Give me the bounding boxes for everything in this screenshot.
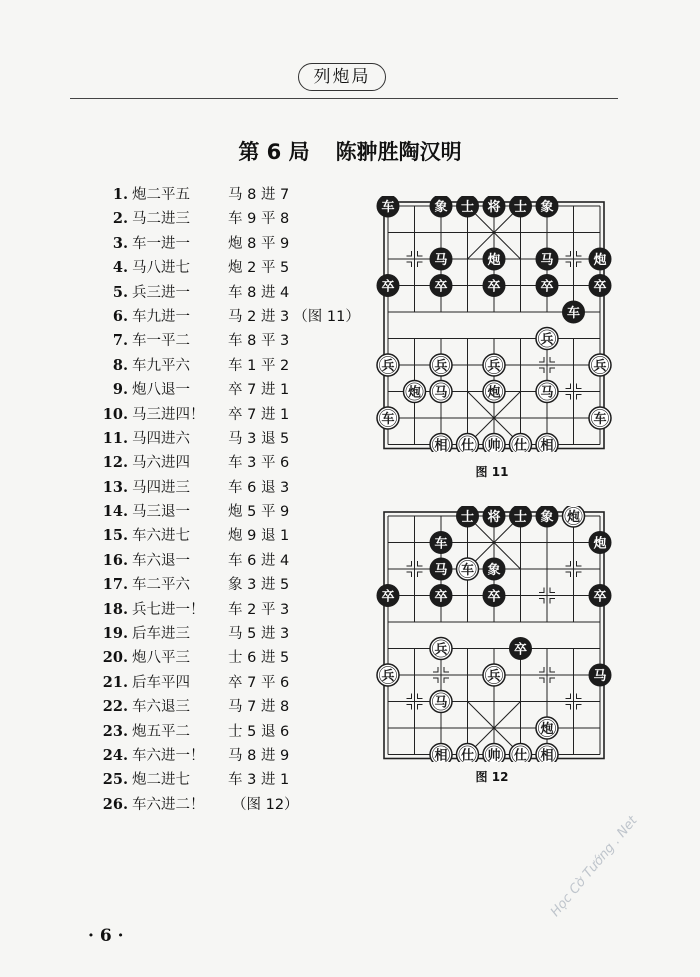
move-row (100, 549, 360, 573)
red-move: 车六退一 (132, 552, 190, 569)
red-move: 马六进四 (132, 455, 190, 472)
chess-piece-black (430, 248, 452, 270)
chess-piece-black (430, 532, 452, 554)
move-number: 11. (102, 429, 128, 447)
chess-piece-black (377, 275, 399, 297)
move-list (100, 183, 360, 817)
chess-piece-black (457, 196, 479, 217)
piece-label: 车 (593, 412, 607, 427)
chess-piece-black (510, 638, 532, 660)
piece-label: 士 (513, 510, 528, 525)
chess-piece-red (589, 407, 611, 429)
chess-piece-black (536, 275, 558, 297)
black-move: 车 3 平 6 (228, 455, 290, 472)
move-number: 13. (102, 478, 128, 496)
move-row (100, 500, 360, 524)
piece-label: 车 (381, 200, 395, 215)
black-move: 马 2 进 3 (228, 308, 290, 325)
piece-label: 兵 (381, 669, 395, 684)
chess-piece-black (510, 196, 532, 217)
red-move: 车九平六 (132, 357, 190, 374)
move-row (100, 427, 360, 451)
piece-label: 兵 (434, 359, 448, 374)
piece-label: 卒 (540, 279, 554, 295)
red-move: 马八进七 (132, 260, 190, 277)
piece-label: 炮 (593, 253, 607, 268)
chess-piece-black (483, 585, 505, 607)
chess-piece-red (483, 354, 505, 376)
move-number: 5. (112, 283, 128, 301)
chess-piece-red (430, 434, 452, 453)
move-number: 24. (102, 746, 128, 764)
piece-label: 马 (434, 563, 448, 578)
piece-label: 兵 (381, 359, 395, 374)
chess-piece-black (483, 558, 505, 580)
chess-piece-red (536, 744, 558, 763)
black-move: 马 8 进 7 (228, 187, 290, 203)
move-number: 18. (102, 600, 128, 618)
move-number: 21. (102, 673, 128, 691)
black-move: 车 1 平 2 (228, 357, 290, 374)
piece-label: 炮 (540, 722, 554, 737)
red-move: 车六进二！ (132, 796, 205, 813)
move-number: 4. (112, 259, 128, 277)
move-row (100, 232, 360, 256)
chess-piece-red (483, 434, 505, 453)
move-number: 2. (112, 210, 128, 228)
chess-piece-black (430, 196, 452, 217)
piece-label: 炮 (407, 385, 422, 401)
move-row (100, 793, 360, 817)
black-move: 炮 2 平 5 (228, 260, 290, 277)
red-move: 车一进一 (132, 235, 190, 252)
chess-piece-black (589, 585, 611, 607)
board-grid (384, 202, 607, 449)
piece-label: 炮 (566, 510, 581, 525)
move-number: 9. (112, 381, 128, 399)
black-move: 炮 5 平 9 (228, 504, 290, 521)
section-title-badge: 列炮局 (298, 63, 386, 91)
chess-piece-red (404, 381, 426, 403)
piece-label: 兵 (593, 359, 607, 374)
chess-piece-red (536, 717, 558, 739)
chess-piece-black (510, 506, 532, 527)
watermark: Học Cờ Tướng . Net (548, 813, 641, 920)
chess-piece-red (430, 691, 452, 713)
move-row (100, 256, 360, 280)
red-move: 车六进七 (132, 528, 190, 545)
move-row (100, 403, 360, 427)
piece-label: 马 (434, 253, 448, 268)
piece-label: 士 (460, 200, 475, 215)
move-number: 12. (102, 454, 128, 472)
red-move: 兵三进一 (132, 284, 190, 301)
move-number: 15. (102, 527, 128, 545)
move-row (100, 598, 360, 622)
red-move: 马三进四！ (132, 406, 205, 423)
move-row (100, 207, 360, 231)
chess-piece-red (457, 434, 479, 453)
black-move: 卒 7 进 1 (228, 382, 290, 399)
red-move: 车六退三 (132, 699, 190, 716)
move-row (100, 695, 360, 719)
piece-label: 车 (381, 412, 395, 427)
move-note: （图 12） (232, 796, 299, 813)
black-move: 士 5 退 6 (228, 723, 290, 740)
chess-piece-red (430, 354, 452, 376)
move-row (100, 354, 360, 378)
piece-label: 象 (434, 200, 448, 215)
piece-label: 帅 (487, 748, 501, 762)
black-move: 车 2 平 3 (228, 601, 290, 618)
move-row (100, 378, 360, 402)
move-row (100, 768, 360, 792)
black-move: 车 6 进 4 (228, 552, 290, 569)
chess-piece-black (536, 196, 558, 217)
chess-piece-red (430, 638, 452, 660)
game-players: 陈翀胜陶汉明 (335, 140, 462, 164)
move-number: 23. (102, 722, 128, 740)
black-move: 马 8 进 9 (228, 747, 290, 764)
chess-piece-black (563, 301, 585, 323)
piece-label: 卒 (593, 279, 607, 295)
piece-label: 象 (540, 510, 554, 525)
move-row (100, 329, 360, 353)
piece-label: 相 (540, 748, 554, 762)
chess-piece-black (430, 558, 452, 580)
piece-label: 相 (434, 438, 448, 452)
red-move: 马三退一 (132, 504, 190, 521)
red-move: 马四进六 (132, 430, 190, 447)
page-number: · 6 · (88, 926, 124, 946)
black-move: 炮 8 平 9 (228, 235, 290, 252)
chess-piece-black (589, 532, 611, 554)
piece-label: 炮 (487, 253, 501, 268)
move-number: 10. (102, 405, 128, 423)
piece-label: 帅 (487, 438, 501, 452)
piece-label: 象 (487, 563, 501, 578)
black-move: 车 8 平 3 (228, 333, 290, 350)
black-move: 车 9 平 8 (228, 211, 290, 228)
black-move: 炮 9 退 1 (228, 528, 290, 545)
piece-label: 象 (540, 200, 554, 215)
piece-label: 相 (434, 748, 448, 762)
piece-label: 马 (593, 669, 607, 684)
red-move: 车九进一 (132, 308, 190, 325)
move-number: 17. (102, 576, 128, 594)
move-number: 8. (112, 356, 128, 374)
piece-label: 卒 (434, 279, 448, 295)
piece-label: 卒 (381, 279, 395, 295)
figure-caption-11: 图 11 (475, 465, 509, 479)
red-move: 车六进一！ (132, 747, 205, 764)
header-divider (70, 98, 618, 99)
chess-piece-black (377, 585, 399, 607)
red-move: 炮二平五 (132, 187, 190, 203)
black-move: 卒 7 平 6 (228, 674, 290, 691)
move-row (100, 183, 360, 207)
red-move: 车一平二 (132, 333, 190, 350)
piece-label: 仕 (460, 438, 475, 452)
figure-caption-12: 图 12 (475, 770, 509, 784)
piece-label: 马 (540, 385, 554, 401)
board-diagram-fig11 (372, 196, 612, 452)
piece-label: 马 (434, 695, 448, 711)
chess-piece-red (377, 407, 399, 429)
black-move: 马 3 退 5 (228, 430, 290, 447)
chess-piece-red (457, 744, 479, 763)
chess-piece-red (483, 381, 505, 403)
move-number: 26. (102, 795, 128, 813)
piece-label: 卒 (381, 589, 395, 605)
chess-piece-black (589, 275, 611, 297)
chess-piece-red (510, 744, 532, 763)
piece-label: 卒 (434, 589, 448, 605)
piece-label: 兵 (434, 642, 448, 658)
piece-label: 将 (487, 510, 501, 525)
black-move: 车 8 进 4 (228, 284, 290, 301)
chess-piece-black (430, 275, 452, 297)
chess-piece-red (536, 381, 558, 403)
move-row (100, 281, 360, 305)
move-row (100, 476, 360, 500)
chess-piece-black (589, 248, 611, 270)
move-row (100, 646, 360, 670)
move-number: 16. (102, 551, 128, 569)
black-move: 车 3 进 1 (228, 772, 290, 789)
chess-piece-black (483, 275, 505, 297)
chess-piece-red (536, 328, 558, 350)
move-row (100, 671, 360, 695)
chess-piece-black (536, 248, 558, 270)
chess-piece-black (430, 585, 452, 607)
piece-label: 卒 (593, 589, 607, 605)
piece-label: 车 (460, 563, 475, 578)
page-title (0, 136, 700, 166)
chess-piece-black (483, 506, 505, 527)
chess-piece-red (377, 354, 399, 376)
red-move: 车二平六 (132, 577, 190, 594)
piece-label: 相 (540, 438, 554, 452)
chess-piece-black (589, 664, 611, 686)
move-row (100, 744, 360, 768)
piece-label: 士 (460, 510, 475, 525)
board-diagram-fig12 (372, 506, 612, 762)
move-number: 7. (112, 332, 128, 350)
chess-piece-black (536, 506, 558, 527)
chess-piece-black (483, 248, 505, 270)
chess-piece-red (483, 744, 505, 763)
black-move: 车 6 退 3 (228, 479, 290, 496)
piece-label: 炮 (593, 536, 607, 552)
chess-piece-red (430, 744, 452, 763)
move-number: 3. (112, 234, 128, 252)
move-number: 6. (112, 307, 128, 325)
piece-label: 车 (434, 536, 448, 552)
move-number: 1. (112, 186, 128, 203)
red-move: 马二进三 (132, 211, 190, 228)
piece-label: 马 (540, 253, 554, 268)
move-row (100, 524, 360, 548)
piece-label: 士 (513, 200, 528, 215)
piece-label: 仕 (513, 748, 528, 762)
board-grid (384, 512, 607, 759)
chess-piece-black (377, 196, 399, 217)
red-move: 后车平四 (132, 674, 190, 691)
move-row (100, 305, 360, 329)
piece-label: 卒 (487, 279, 501, 295)
red-move: 兵七进一！ (132, 601, 205, 618)
chess-piece-red (430, 381, 452, 403)
red-move: 炮八平三 (132, 650, 190, 667)
red-move: 炮二进七 (132, 772, 190, 789)
piece-label: 仕 (513, 438, 528, 452)
move-note: （图 11） (293, 308, 360, 325)
piece-label: 卒 (487, 589, 501, 605)
move-number: 20. (102, 649, 128, 667)
piece-label: 马 (434, 385, 448, 401)
chess-piece-red (589, 354, 611, 376)
black-move: 士 6 进 5 (228, 650, 290, 667)
move-number: 25. (102, 771, 128, 789)
move-row (100, 573, 360, 597)
piece-label: 仕 (460, 748, 475, 762)
chess-piece-red (563, 506, 585, 527)
piece-label: 车 (566, 306, 581, 321)
chess-piece-black (457, 506, 479, 527)
red-move: 马四进三 (132, 479, 190, 496)
black-move: 卒 7 进 1 (228, 406, 290, 423)
move-number: 22. (102, 698, 128, 716)
black-move: 马 7 进 8 (228, 699, 290, 716)
piece-label: 兵 (540, 332, 554, 348)
piece-label: 炮 (487, 385, 501, 401)
move-number: 14. (102, 503, 128, 521)
move-number: 19. (102, 625, 128, 643)
black-move: 马 5 进 3 (228, 626, 290, 643)
game-number: 第 6 局 (238, 140, 310, 164)
piece-label: 将 (487, 200, 501, 215)
black-move: 象 3 进 5 (228, 577, 290, 594)
move-row (100, 451, 360, 475)
chess-piece-red (377, 664, 399, 686)
piece-label: 卒 (513, 642, 528, 658)
piece-label: 兵 (487, 669, 501, 684)
red-move: 后车进三 (132, 626, 190, 643)
piece-label: 兵 (487, 359, 501, 374)
move-row (100, 720, 360, 744)
chess-piece-red (457, 558, 479, 580)
chess-piece-red (483, 664, 505, 686)
red-move: 炮五平二 (132, 723, 190, 740)
chess-piece-black (483, 196, 505, 217)
move-row (100, 622, 360, 646)
chess-piece-red (510, 434, 532, 453)
red-move: 炮八退一 (132, 382, 190, 399)
chess-piece-red (536, 434, 558, 453)
